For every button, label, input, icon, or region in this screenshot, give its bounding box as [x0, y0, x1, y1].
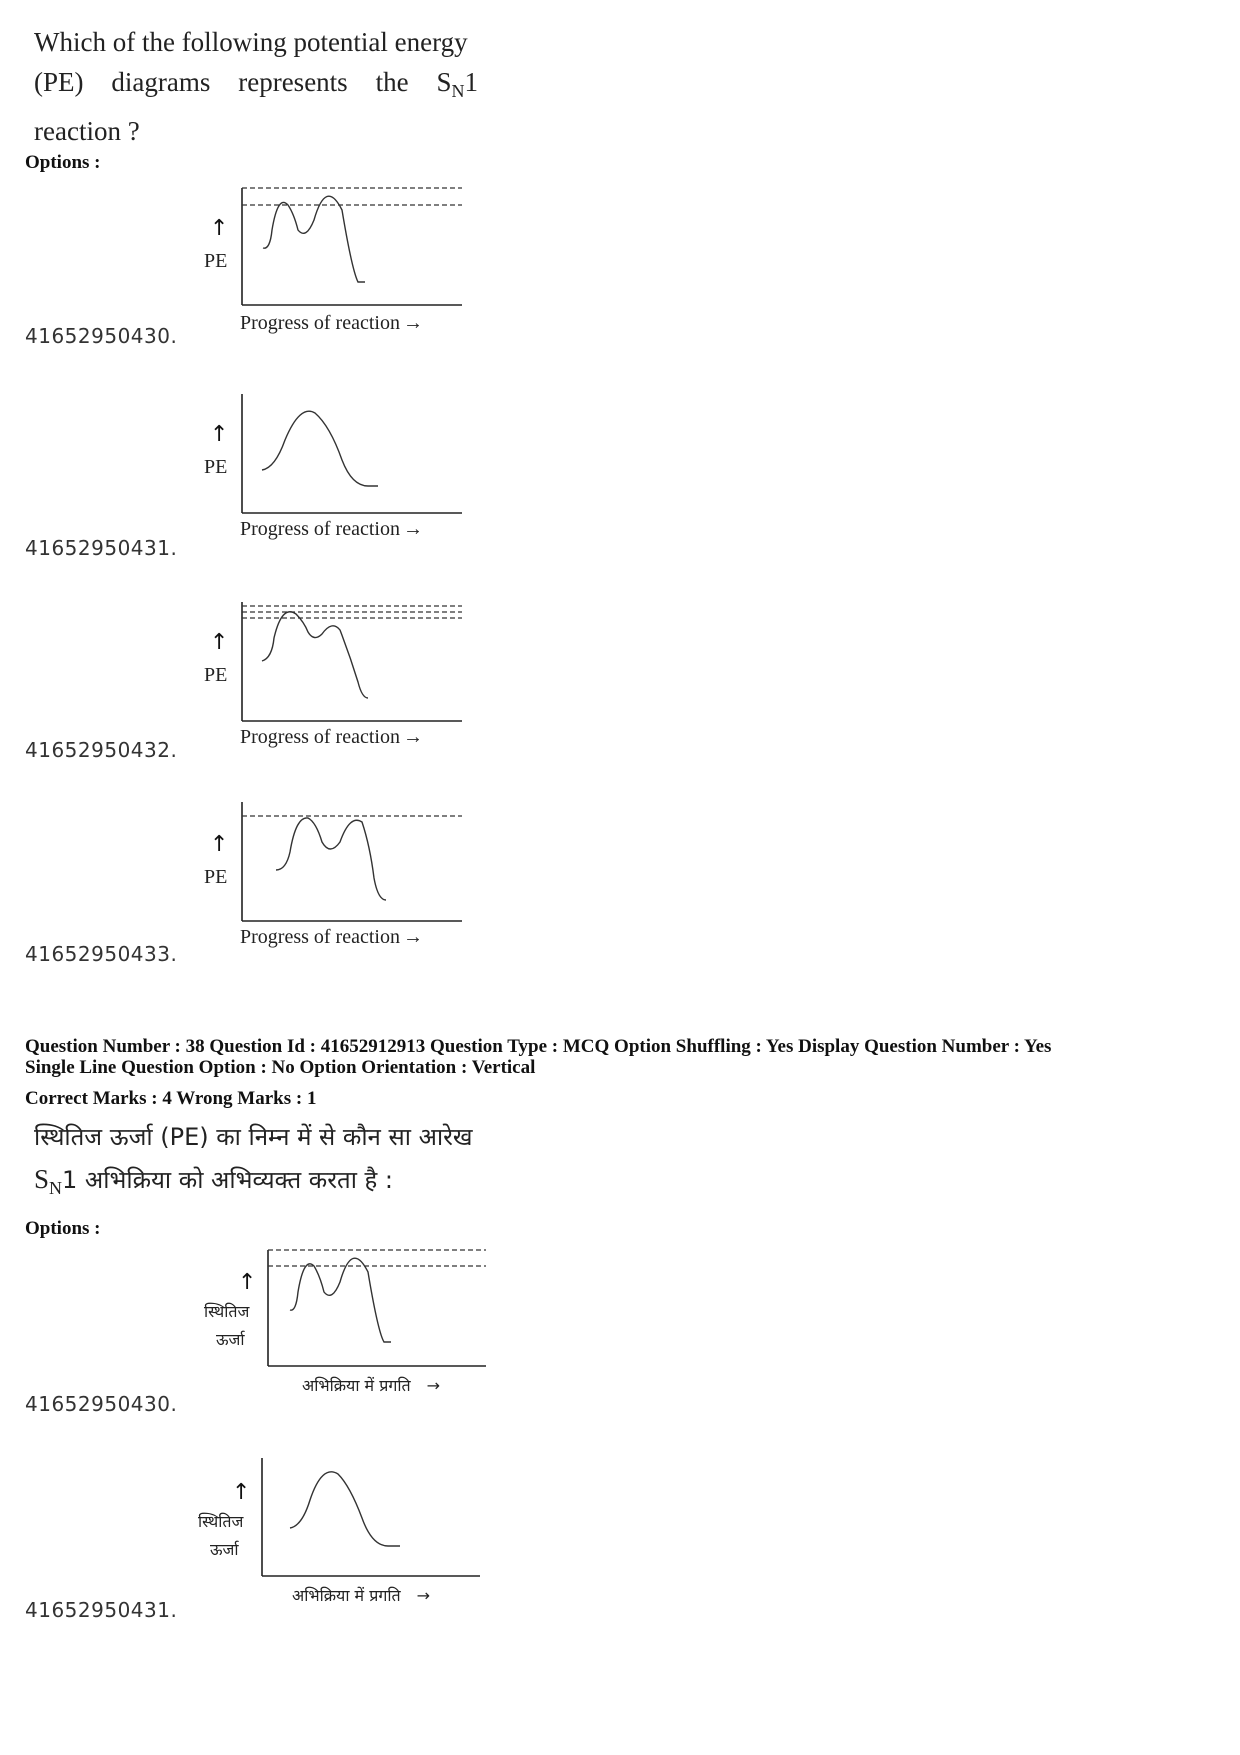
right-arrow-icon: → — [426, 1376, 440, 1395]
option-id[interactable]: 41652950432. — [25, 738, 178, 762]
y-axis-label-line-1: स्थितिज — [198, 1512, 244, 1531]
y-axis-label: PE — [204, 250, 228, 272]
y-axis-label-line-2: ऊर्जा — [210, 1540, 239, 1559]
option-id[interactable]: 41652950433. — [25, 942, 178, 966]
pe-diagram-hindi-option-1 — [190, 1242, 500, 1402]
up-arrow-icon: ↑ — [210, 422, 229, 447]
question-hindi-line-1: स्थितिज ऊर्जा (PE) का निम्न में से कौन सा आरेख — [34, 1123, 473, 1151]
right-arrow-icon: → — [402, 926, 423, 948]
x-axis-label: Progress of reaction → — [240, 926, 423, 948]
y-axis-label-line-1: स्थितिज — [204, 1302, 250, 1321]
option-id[interactable]: 41652950430. — [25, 324, 178, 348]
up-arrow-icon: ↑ — [210, 630, 229, 655]
option-id[interactable]: 41652950431. — [25, 536, 178, 560]
right-arrow-icon: → — [416, 1586, 430, 1605]
pe-diagram-option-4 — [190, 796, 470, 956]
options-label: Options : — [25, 152, 101, 173]
x-axis-label: अभिक्रिया में प्रगति → — [292, 1586, 430, 1605]
pe-diagram-option-1 — [190, 180, 470, 340]
options-label: Options : — [25, 1218, 101, 1239]
y-axis-label: PE — [204, 456, 228, 478]
pe-diagram-option-3 — [190, 596, 470, 756]
question-meta — [25, 1036, 1225, 1078]
pe-diagram-hindi-option-2 — [190, 1452, 500, 1612]
question-text-hindi — [34, 1116, 473, 1209]
question-line-2: (PE) diagrams represents the $S_N1$ — [34, 62, 478, 111]
option-id[interactable]: 41652950431. — [25, 1598, 178, 1622]
right-arrow-icon: → — [402, 518, 423, 540]
up-arrow-icon: ↑ — [238, 1270, 257, 1295]
y-axis-label: PE — [204, 866, 228, 888]
option-id[interactable]: 41652950430. — [25, 1392, 178, 1416]
sn1-term: $S_N1$ — [436, 67, 478, 101]
up-arrow-icon: ↑ — [210, 832, 229, 857]
right-arrow-icon: → — [402, 726, 423, 748]
y-axis-label: PE — [204, 664, 228, 686]
up-arrow-icon: ↑ — [210, 216, 229, 241]
x-axis-label: Progress of reaction → — [240, 726, 423, 748]
pe-diagram-option-2 — [190, 388, 470, 548]
x-axis-label: अभिक्रिया में प्रगति → — [302, 1376, 440, 1395]
question-text — [34, 22, 478, 151]
question-line-3: reaction ? — [34, 116, 140, 146]
question-hindi-line-2: $S_N1$ अभिक्रिया को अभिव्यक्त करता है : — [34, 1164, 393, 1198]
marks-info: Correct Marks : 4 Wrong Marks : 1 — [25, 1088, 317, 1109]
right-arrow-icon: → — [402, 312, 423, 334]
x-axis-label: Progress of reaction → — [240, 518, 423, 540]
up-arrow-icon: ↑ — [232, 1480, 251, 1505]
y-axis-label-line-2: ऊर्जा — [216, 1330, 245, 1349]
question-line-1: Which of the following potential energy — [34, 27, 468, 57]
question-meta-line-1: Question Number : 38 Question Id : 41652912913 Question Type : MCQ Option Shuffling : Yes Display Question Number : Yes — [25, 1036, 1052, 1057]
question-meta-line-2: Single Line Question Option : No Option Orientation : Vertical — [25, 1057, 536, 1078]
x-axis-label: Progress of reaction → — [240, 312, 423, 334]
